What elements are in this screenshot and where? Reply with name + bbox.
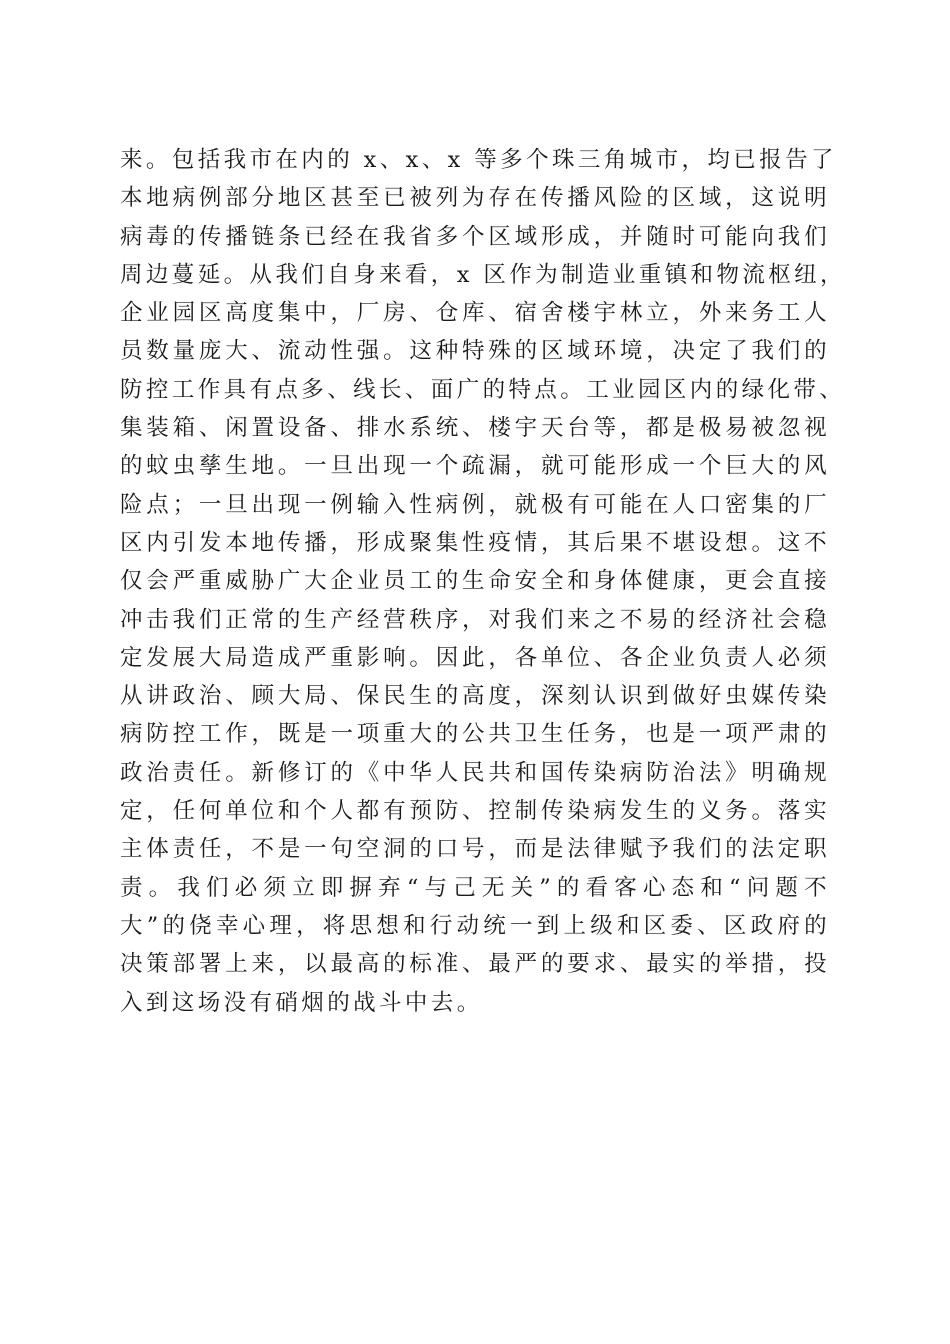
text-line: 从讲政治、顾大局、保民生的高度，深刻认识到做好虫媒传染 xyxy=(120,683,830,710)
text-line: 责。我们必须立即摒弃“与己无关”的看客心态和“问题不 xyxy=(120,874,830,901)
text-line: 决策部署上来，以最高的标准、最严的要求、最实的举措，投 xyxy=(120,951,830,978)
text-line: 区内引发本地传播，形成聚集性疫情，其后果不堪设想。这不 xyxy=(120,529,830,556)
text-line: 的蚊虫孳生地。一旦出现一个疏漏，就可能形成一个巨大的风 xyxy=(120,453,830,480)
text-line: 防控工作具有点多、线长、面广的特点。工业园区内的绿化带、 xyxy=(120,376,846,403)
body-paragraph xyxy=(120,141,846,1022)
text-line: 员数量庞大、流动性强。这种特殊的区域环境，决定了我们的 xyxy=(120,338,830,365)
text-line: 定发展大局造成严重影响。因此，各单位、各企业负责人必须 xyxy=(120,644,830,671)
text-line: 险点；一旦出现一例输入性病例，就极有可能在人口密集的厂 xyxy=(120,491,830,518)
text-line: 集装箱、闲置设备、排水系统、楼宇天台等，都是极易被忽视 xyxy=(120,415,830,442)
text-line: 入到这场没有硝烟的战斗中去。 xyxy=(120,989,483,1016)
text-line: 定，任何单位和个人都有预防、控制传染病发生的义务。落实 xyxy=(120,798,830,825)
text-line: 企业园区高度集中，厂房、仓库、宿舍楼宇林立，外来务工人 xyxy=(120,300,830,327)
text-line: 病防控工作，既是一项重大的公共卫生任务，也是一项严肃的 xyxy=(120,721,830,748)
text-line: 仅会严重威胁广大企业员工的生命安全和身体健康，更会直接 xyxy=(120,568,830,595)
text-line: 大”的侥幸心理，将思想和行动统一到上级和区委、区政府的 xyxy=(120,912,830,939)
text-line: 本地病例部分地区甚至已被列为存在传播风险的区域，这说明 xyxy=(120,185,830,212)
text-line: 周边蔓延。从我们自身来看，x 区作为制造业重镇和物流枢纽， xyxy=(120,261,846,288)
text-line: 病毒的传播链条已经在我省多个区域形成，并随时可能向我们 xyxy=(120,223,830,250)
text-line: 政治责任。新修订的《中华人民共和国传染病防治法》明确规 xyxy=(120,759,830,786)
text-line: 冲击我们正常的生产经营秩序，对我们来之不易的经济社会稳 xyxy=(120,606,830,633)
text-line: 主体责任，不是一句空洞的口号，而是法律赋予我们的法定职 xyxy=(120,836,830,863)
text-line: 来。包括我市在内的 x、x、x 等多个珠三角城市，均已报告了 xyxy=(120,147,837,173)
